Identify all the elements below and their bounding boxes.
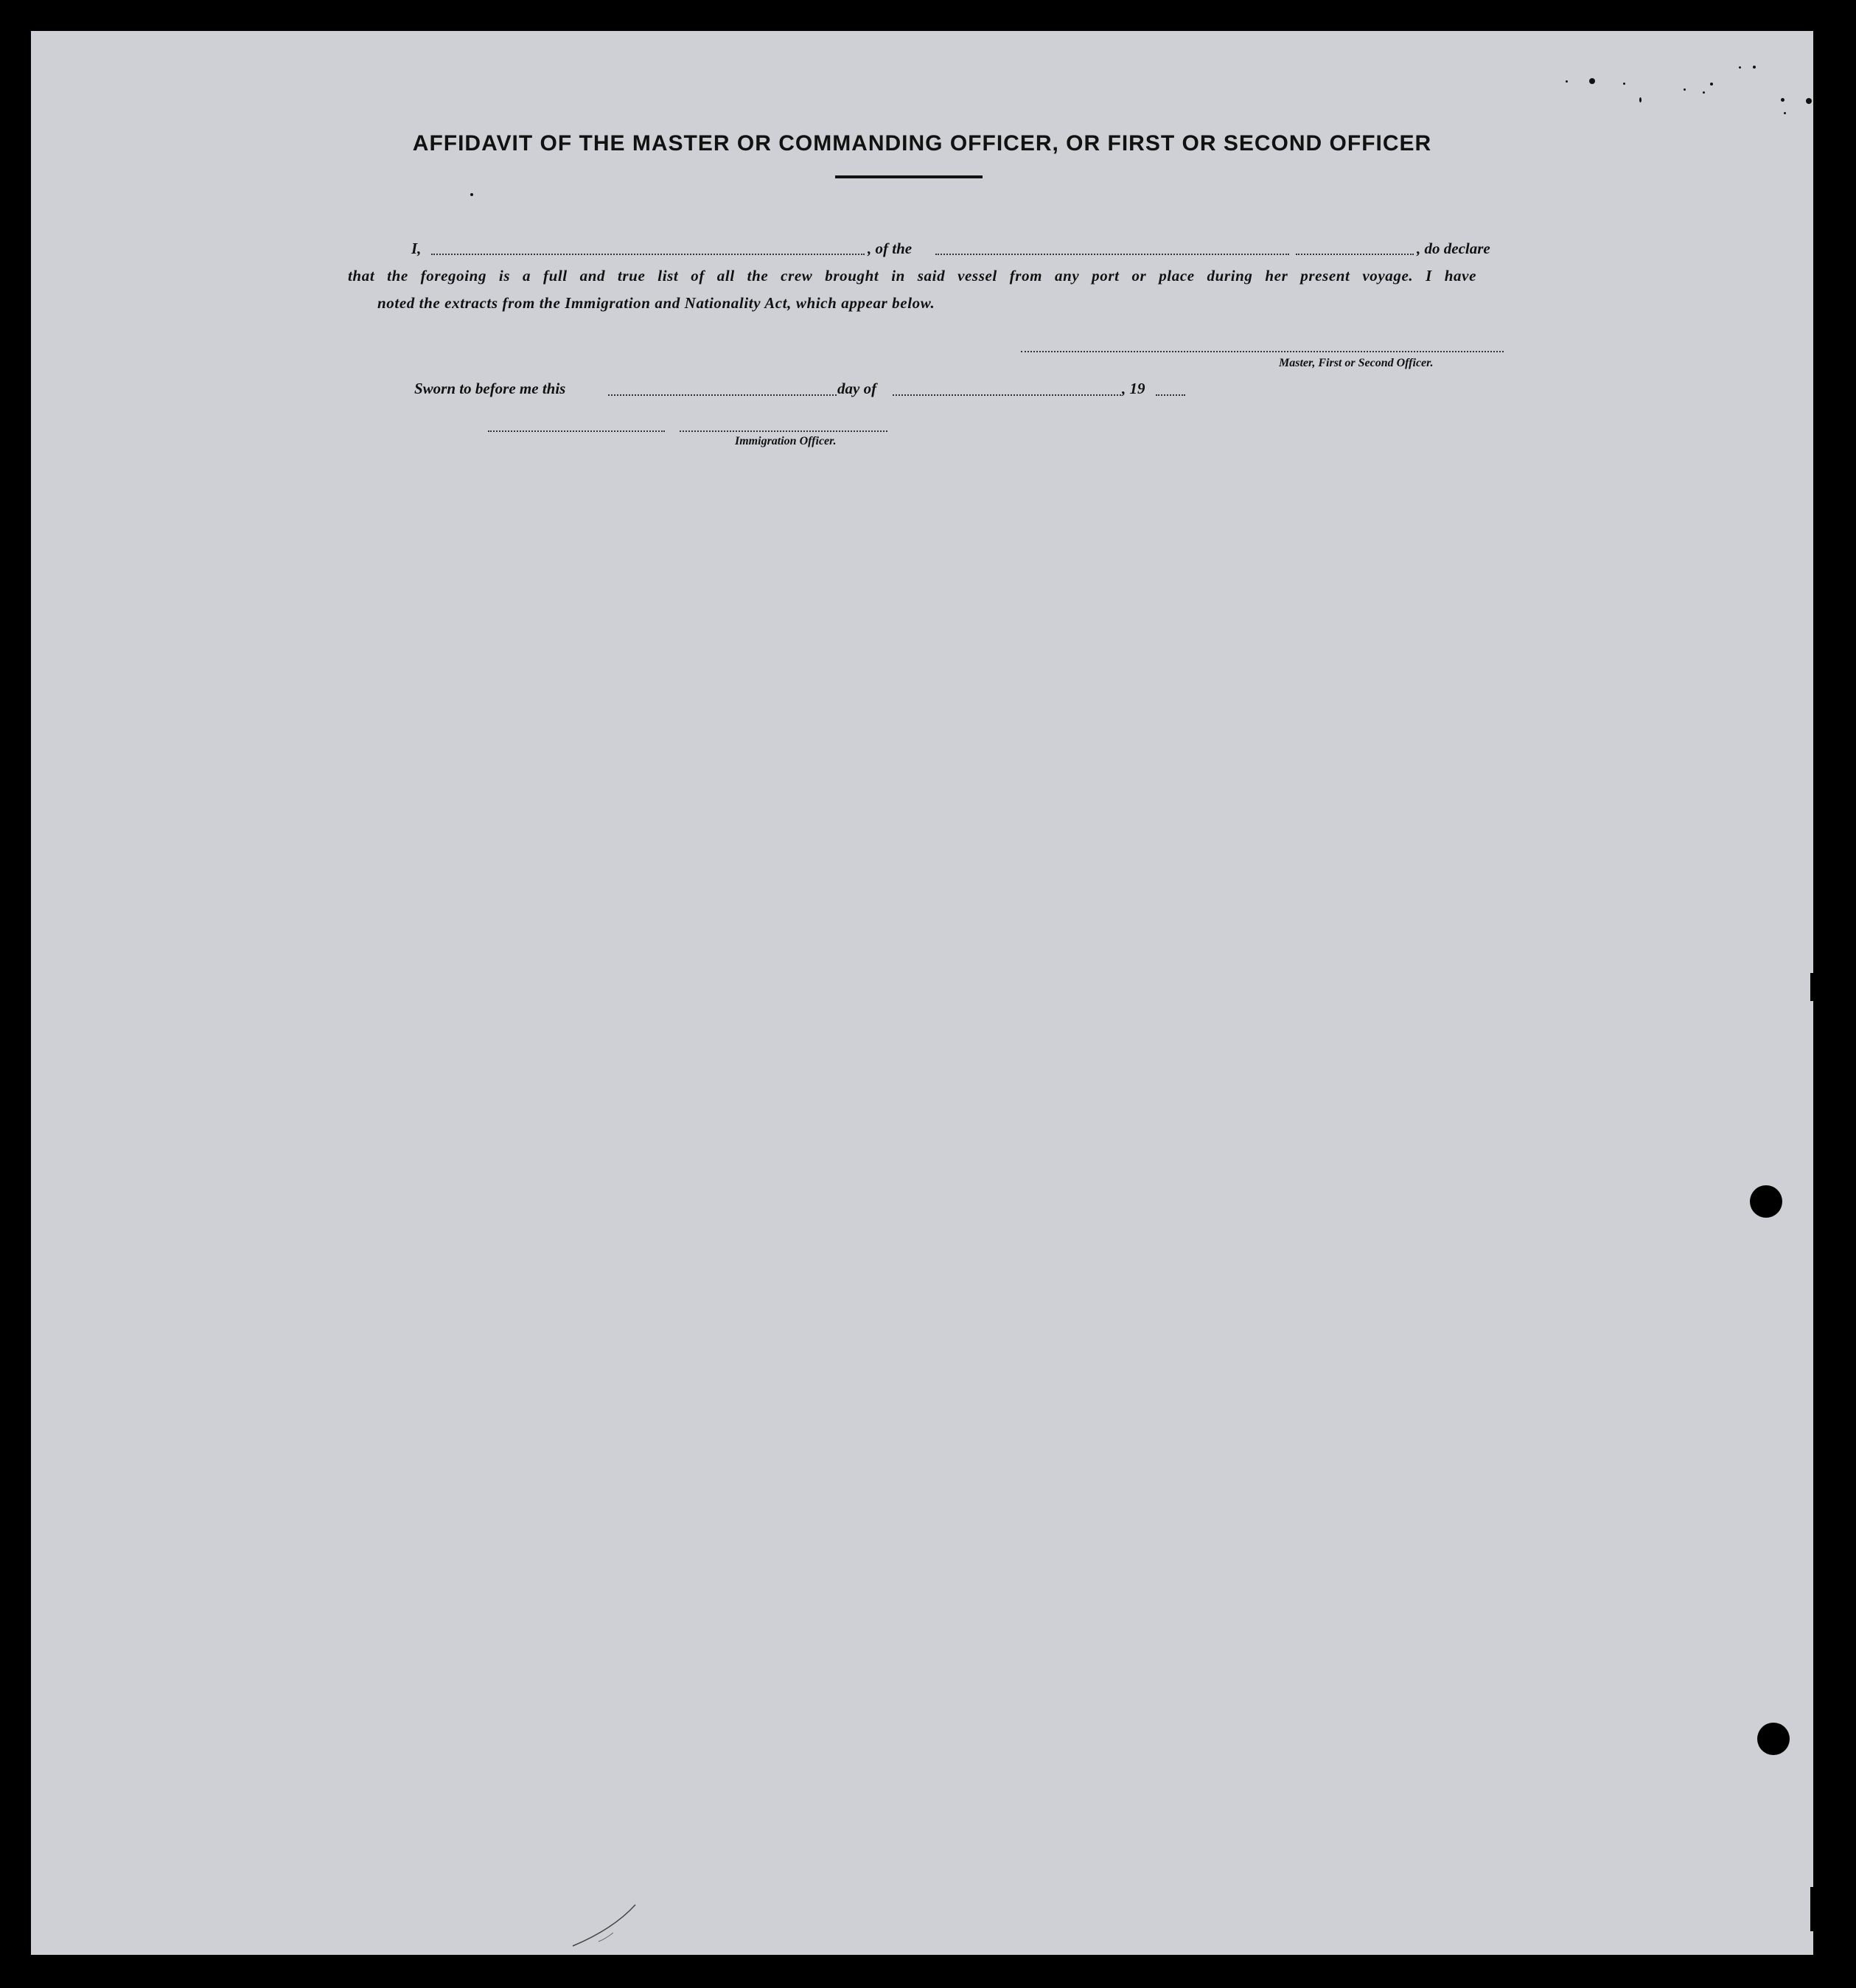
ink-speck (1589, 78, 1595, 84)
ink-speck (1639, 97, 1642, 102)
ink-speck (1806, 98, 1812, 104)
ink-speck (1703, 91, 1705, 94)
ink-speck (1566, 80, 1568, 83)
punch-hole-upper (1750, 1185, 1782, 1218)
vessel-name-field-continued[interactable] (1296, 254, 1414, 255)
vessel-name-field[interactable] (935, 254, 1289, 255)
ink-speck (1784, 112, 1786, 114)
master-signature-line[interactable] (1021, 351, 1504, 352)
year-prefix-label: , 19 (1122, 380, 1145, 397)
form-page (31, 31, 1813, 1955)
sworn-year-field[interactable] (1156, 394, 1185, 396)
border-notch (1810, 1887, 1821, 1931)
declarant-name-field[interactable] (431, 254, 865, 255)
sworn-prefix: Sworn to before me this (414, 380, 566, 397)
immigration-signature-line-left[interactable] (488, 430, 665, 432)
immigration-officer-caption: Immigration Officer. (735, 435, 837, 447)
do-declare-label: , do declare (1417, 240, 1490, 257)
master-signature-caption: Master, First or Second Officer. (1279, 357, 1434, 369)
immigration-signature-line-right[interactable] (680, 430, 887, 432)
ink-speck (1684, 88, 1686, 91)
declaration-text-line-3: noted the extracts from the Immigration and Nationality Act, which appear below. (377, 294, 935, 312)
day-of-label: day of (837, 380, 877, 397)
punch-hole-lower (1757, 1723, 1790, 1755)
declaration-text-line-2: that the foregoing is a full and true list of all the crew brought in said vessel from any port or place during her present voyage. I have (348, 267, 1476, 285)
ink-speck (1739, 66, 1741, 69)
sworn-month-field[interactable] (893, 394, 1121, 396)
ink-speck (470, 193, 473, 196)
of-the-label: , of the (868, 240, 913, 257)
pencil-mark (532, 1896, 680, 1955)
ink-speck (1753, 66, 1756, 69)
sworn-day-field[interactable] (608, 394, 837, 396)
title-underline (835, 175, 983, 178)
border-notch (1810, 973, 1816, 1001)
declarant-prefix: I, (411, 240, 422, 257)
affidavit-title: AFFIDAVIT OF THE MASTER OR COMMANDING OFFICER, OR FIRST OR SECOND OFFICER (412, 131, 1432, 156)
ink-speck (1781, 98, 1785, 102)
ink-speck (1623, 83, 1625, 85)
ink-speck (1710, 83, 1713, 86)
